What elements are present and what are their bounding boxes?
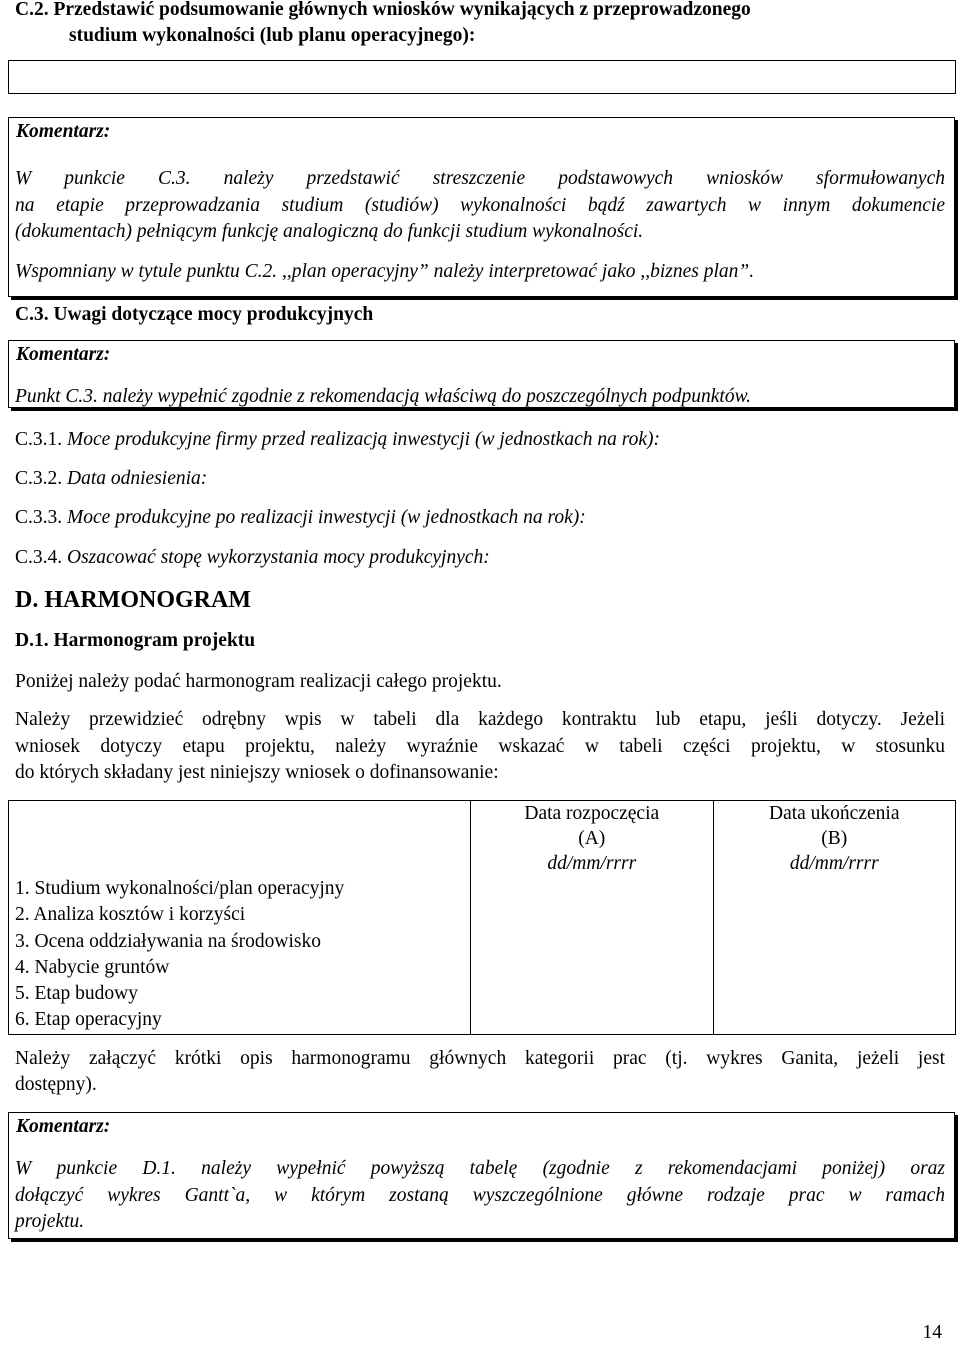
task-item: 2. Analiza kosztów i korzyści xyxy=(15,904,246,926)
section-c2-heading-line2: studium wykonalności (lub planu operacyjnego): xyxy=(69,25,476,46)
subsection-text: Data odniesienia: xyxy=(67,468,208,489)
comment-c2-line2: na etapie przeprowadzania studium (studiów) wykonalności bądź zawartych w innym dokumencie xyxy=(15,195,945,216)
subsection-number: C.3.4. xyxy=(15,547,63,568)
subsection-text: Moce produkcyjne firmy przed realizacją inwestycji (w jednostkach na rok): xyxy=(67,429,660,450)
page-number: 14 xyxy=(922,1322,942,1343)
comment-c2-line1: W punkcie C.3. należy przedstawić streszczenie podstawowych wniosków sformułowanych xyxy=(15,168,945,189)
subsection-text: Moce produkcyjne po realizacji inwestycji (w jednostkach na rok): xyxy=(67,507,586,528)
start-date-format: dd/mm/rrrr xyxy=(547,853,637,874)
section-c3-heading: C.3. Uwagi dotyczące mocy produkcyjnych xyxy=(15,304,374,325)
subsection-c31 xyxy=(15,427,660,453)
subsection-c34 xyxy=(15,545,490,571)
end-date-format: dd/mm/rrrr xyxy=(789,853,879,874)
comment-d1-line1: W punkcie D.1. należy wypełnić powyższą tabelę (zgodnie z rekomendacjami poniżej) oraz xyxy=(15,1158,945,1179)
after-table-line2: dostępny). xyxy=(15,1074,97,1095)
task-item: 1. Studium wykonalności/plan operacyjny xyxy=(15,878,345,899)
subsection-c33 xyxy=(15,505,586,531)
start-date-letter: (A) xyxy=(578,828,606,849)
section-d-para2-line2: wniosek dotyczy etapu projektu, należy wyraźnie wskazać w tabeli części projektu, w stosunku xyxy=(15,736,945,757)
end-date-letter: (B) xyxy=(821,828,848,849)
schedule-table xyxy=(8,800,956,1035)
comment-c2-line3: (dokumentach) pełniącym funkcję analogiczną do funkcji studium wykonalności. xyxy=(15,221,644,242)
subsection-number: C.3.2. xyxy=(15,468,63,489)
task-list xyxy=(9,801,470,1034)
task-item: 4. Nabycie gruntów xyxy=(15,956,170,978)
task-item: 3. Ocena oddziaływania na środowisko xyxy=(15,930,321,952)
after-table-line1: Należy załączyć krótki opis harmonogramu głównych kategorii prac (tj. wykres Ganita, jeżeli jest xyxy=(15,1048,945,1069)
section-d-para2-line1: Należy przewidzieć odrębny wpis w tabeli dla każdego kontraktu lub etapu, jeśli dotyczy. Jeżeli xyxy=(15,709,945,730)
comment-c2-note: Wspomniany w tytule punktu C.2. ,,plan operacyjny” należy interpretować jako ,,biznes plan”. xyxy=(15,261,755,282)
subsection-number: C.3.1. xyxy=(15,429,63,450)
subsection-c32 xyxy=(15,466,207,492)
section-c2-heading-line1: C.2. Przedstawić podsumowanie głównych wniosków wynikających z przeprowadzonego xyxy=(15,0,751,20)
start-date-header: Data rozpoczęcia xyxy=(524,803,660,824)
task-item: 5. Etap budowy xyxy=(15,983,138,1005)
c2-answer-field[interactable] xyxy=(8,60,956,94)
comment-label: Komentarz: xyxy=(16,121,111,142)
section-d-para2-line3: do których składany jest niniejszy wniosek o dofinansowanie: xyxy=(15,762,499,783)
comment-label: Komentarz: xyxy=(16,1116,111,1137)
task-column xyxy=(9,801,471,1035)
section-d1-heading: D.1. Harmonogram projektu xyxy=(15,630,256,651)
task-item: 6. Etap operacyjny xyxy=(15,1009,162,1031)
subsection-number: C.3.3. xyxy=(15,507,63,528)
subsection-text: Oszacować stopę wykorzystania mocy produkcyjnych: xyxy=(67,547,490,568)
comment-label: Komentarz: xyxy=(16,344,111,365)
comment-c3-text: Punkt C.3. należy wypełnić zgodnie z rekomendacją właściwą do poszczególnych podpunktów. xyxy=(15,386,752,407)
start-date-column[interactable] xyxy=(471,801,714,1035)
comment-d1-line3: projektu. xyxy=(15,1211,85,1232)
section-d-heading: D. HARMONOGRAM xyxy=(15,587,251,613)
end-date-header: Data ukończenia xyxy=(769,803,900,824)
section-d-para1: Poniżej należy podać harmonogram realizacji całego projektu. xyxy=(15,671,502,692)
end-date-column[interactable] xyxy=(713,801,956,1035)
comment-d1-line2: dołączyć wykres Gantt`a, w którym zostaną wyszczególnione główne rodzaje prac w ramach xyxy=(15,1185,945,1206)
